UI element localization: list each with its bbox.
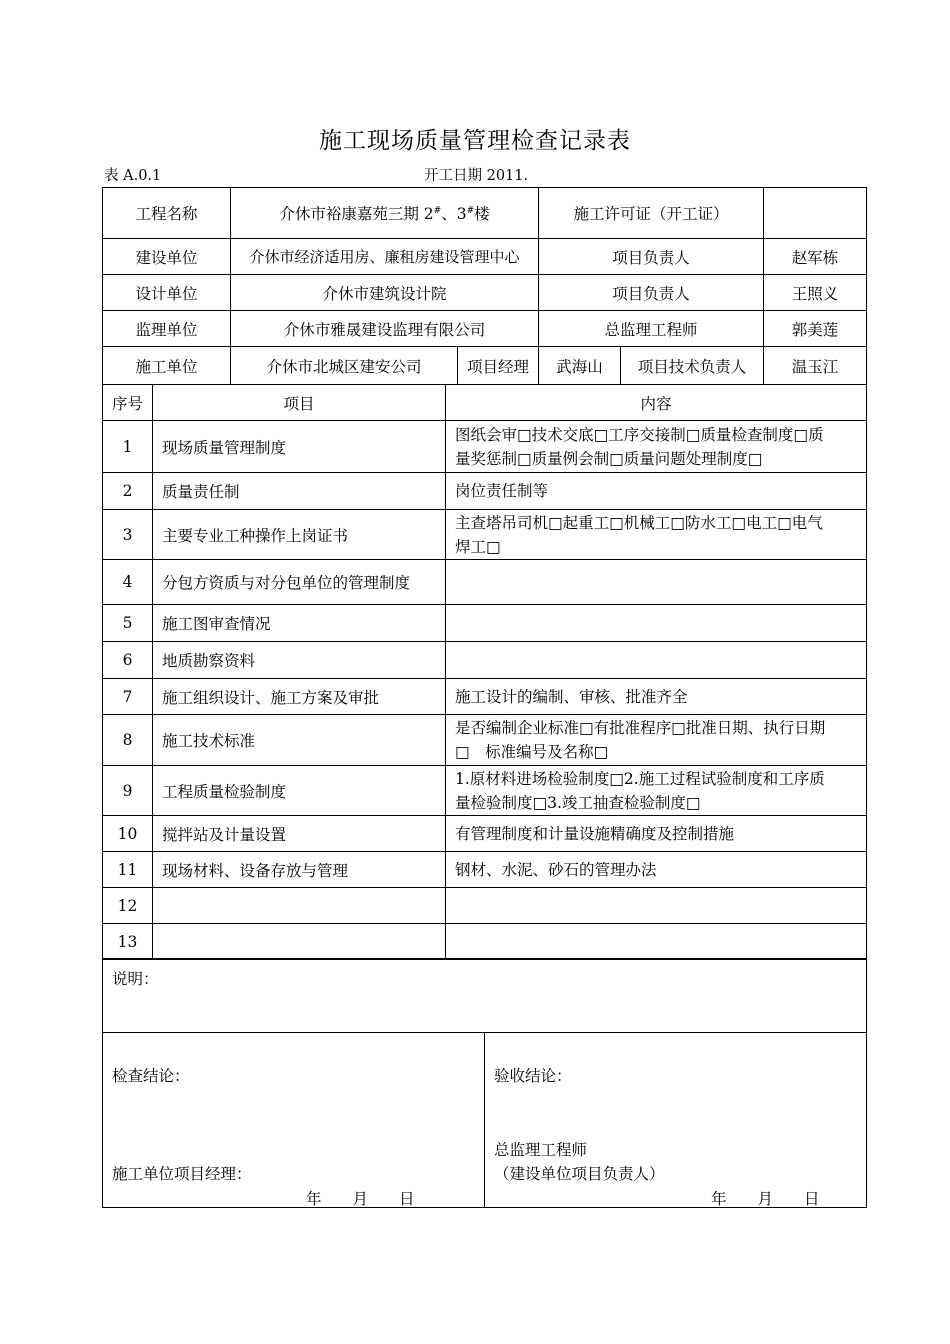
row-number: 11 (103, 852, 153, 888)
table-row (103, 888, 867, 924)
row-item: 施工图审查情况 (153, 605, 446, 642)
row-item: 现场质量管理制度 (153, 421, 446, 473)
row-number: 4 (103, 560, 153, 605)
row-number: 5 (103, 605, 153, 642)
table-row (103, 560, 867, 605)
table-row (103, 816, 867, 852)
row-content (446, 888, 867, 924)
check-conclusion-cell (103, 1033, 485, 1208)
check-conclusion-label: 检查结论： (112, 1067, 190, 1085)
table-row (103, 924, 867, 960)
row-content (446, 473, 867, 510)
checklist-body (103, 421, 867, 960)
chief-engineer-signature-label: 总监理工程师 (494, 1141, 588, 1159)
row-item: 现场材料、设备存放与管理 (153, 852, 446, 888)
row-content (446, 766, 867, 816)
construction-value: 介休市北城区建安公司 (231, 347, 458, 385)
design-pm-label: 项目负责人 (539, 275, 764, 311)
row-number: 8 (103, 715, 153, 766)
row-content (446, 679, 867, 715)
start-date: 开工日期 2011. (424, 168, 529, 184)
form-title: 施工现场质量管理检查记录表 (319, 128, 631, 154)
row-item: 施工技术标准 (153, 715, 446, 766)
checklist-table (102, 384, 867, 960)
row-number: 13 (103, 924, 153, 960)
row-item: 地质勘察资料 (153, 642, 446, 679)
row-content (446, 510, 867, 560)
row-item (153, 924, 446, 960)
column-header-no: 序号 (103, 385, 153, 421)
row-number: 10 (103, 816, 153, 852)
table-row (103, 473, 867, 510)
row-item: 分包方资质与对分包单位的管理制度 (153, 560, 446, 605)
owner-pm-signature-label: （建设单位项目负责人） (494, 1165, 665, 1183)
row-content (446, 605, 867, 642)
permit-value (764, 188, 867, 239)
table-row (103, 642, 867, 679)
acceptance-conclusion-label: 验收结论： (494, 1067, 572, 1085)
table-row (103, 605, 867, 642)
row-item (153, 888, 446, 924)
row-item: 主要专业工种操作上岗证书 (153, 510, 446, 560)
row-content (446, 852, 867, 888)
conclusion-table (102, 958, 867, 1208)
construction-label: 施工单位 (103, 347, 231, 385)
chief-engineer-value: 郭美莲 (764, 311, 867, 347)
table-row (103, 852, 867, 888)
row-content (446, 642, 867, 679)
table-row (103, 679, 867, 715)
row-content-line: 主查塔吊司机□起重工□机械工□防水工□电工□电气 (455, 513, 823, 532)
row-content-line: 有管理制度和计量设施精确度及控制措施 (455, 824, 735, 843)
supervision-label: 监理单位 (103, 311, 231, 347)
row-content (446, 715, 867, 766)
row-content-line: 1.原材料进场检验制度□2.施工过程试验制度和工序质 (455, 769, 825, 788)
tech-lead-value: 温玉江 (764, 347, 867, 385)
row-content (446, 560, 867, 605)
row-item: 工程质量检验制度 (153, 766, 446, 816)
row-content-line: 岗位责任制等 (455, 482, 549, 500)
design-label: 设计单位 (103, 275, 231, 311)
row-item: 质量责任制 (153, 473, 446, 510)
permit-label: 施工许可证（开工证） (539, 188, 764, 239)
owner-label: 建设单位 (103, 239, 231, 275)
pm-value: 武海山 (539, 347, 621, 385)
table-row (103, 510, 867, 560)
row-content-line: □ 标准编号及名称□ (455, 743, 609, 761)
row-item: 搅拌站及计量设置 (153, 816, 446, 852)
row-number: 1 (103, 421, 153, 473)
row-content (446, 924, 867, 960)
design-value: 介休市建筑设计院 (231, 275, 539, 311)
row-content-line: 图纸会审□技术交底□工序交接制□质量检查制度□质 (455, 425, 824, 444)
column-header-item: 项目 (153, 385, 446, 421)
row-content (446, 421, 867, 473)
owner-pm-label: 项目负责人 (539, 239, 764, 275)
column-header-content: 内容 (446, 385, 867, 421)
row-number: 6 (103, 642, 153, 679)
row-number: 12 (103, 888, 153, 924)
row-content-line: 钢材、水泥、砂石的管理办法 (455, 860, 657, 879)
chief-engineer-label: 总监理工程师 (539, 311, 764, 347)
table-row (103, 715, 867, 766)
check-date: 年 月 日 (306, 1190, 415, 1208)
project-name-value: 介休市裕康嘉苑三期 2#、3#楼 (231, 188, 539, 239)
owner-pm-value: 赵军栋 (764, 239, 867, 275)
design-pm-value: 王照义 (764, 275, 867, 311)
table-row (103, 421, 867, 473)
pm-label: 项目经理 (458, 347, 539, 385)
project-info-table (102, 187, 867, 385)
row-number: 2 (103, 473, 153, 510)
row-item: 施工组织设计、施工方案及审批 (153, 679, 446, 715)
row-content-line: 是否编制企业标准□有批准程序□批准日期、执行日期 (455, 719, 826, 737)
acceptance-conclusion-cell (485, 1033, 867, 1208)
row-number: 7 (103, 679, 153, 715)
row-content (446, 816, 867, 852)
row-content-line: 施工设计的编制、审核、批准齐全 (455, 687, 688, 706)
row-number: 9 (103, 766, 153, 816)
row-number: 3 (103, 510, 153, 560)
row-content-line: 量检验制度□3.竣工抽查检验制度□ (455, 793, 701, 812)
form-code: 表 A.0.1 (104, 168, 162, 184)
notes-cell (103, 959, 867, 1033)
contractor-pm-signature-label: 施工单位项目经理： (112, 1165, 252, 1183)
project-name-label: 工程名称 (103, 188, 231, 239)
tech-lead-label: 项目技术负责人 (621, 347, 764, 385)
acceptance-date: 年 月 日 (711, 1190, 820, 1208)
row-content-line: 量奖惩制□质量例会制□质量问题处理制度□ (455, 449, 763, 468)
table-row (103, 766, 867, 816)
owner-value: 介休市经济适用房、廉租房建设管理中心 (231, 239, 539, 275)
notes-label: 说明： (112, 970, 159, 988)
row-content-line: 焊工□ (455, 537, 501, 556)
supervision-value: 介休市雅晟建设监理有限公司 (231, 311, 539, 347)
